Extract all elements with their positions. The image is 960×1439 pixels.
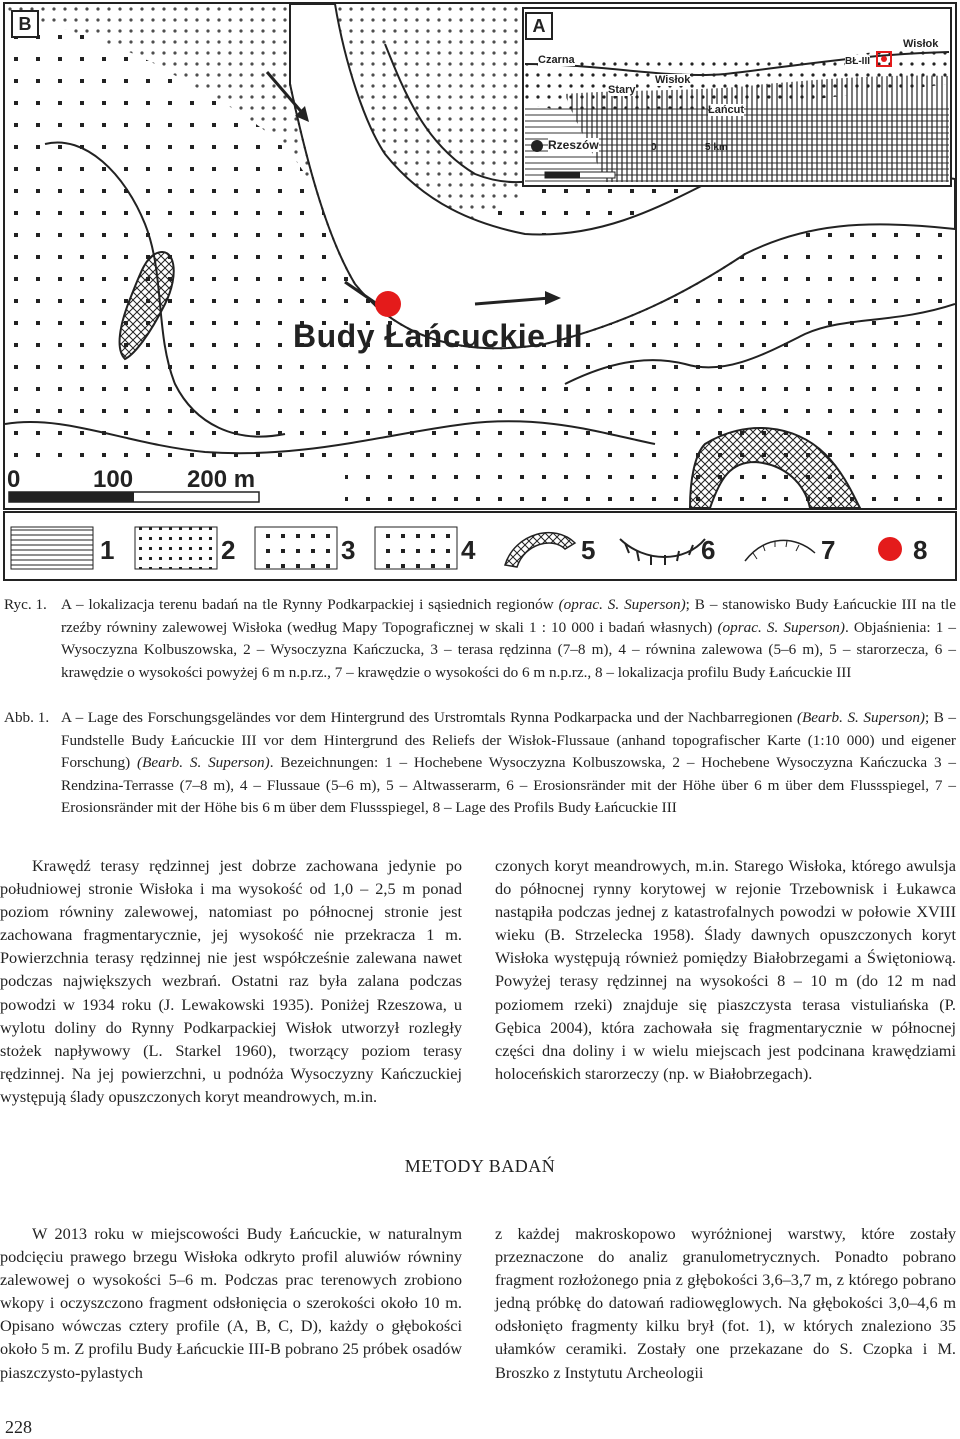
site-label: Budy Łańcuckie III	[293, 318, 583, 354]
section-heading: METODY BADAŃ	[404, 1156, 556, 1176]
page-number: 228	[5, 1417, 32, 1437]
site-marker	[375, 291, 401, 317]
caption-german-label: Abb. 1.	[4, 709, 50, 726]
legend-label-6: 6	[701, 535, 716, 565]
caption-polish	[4, 594, 956, 684]
caption-german-credit1: (Bearb. S. Superson)	[796, 709, 925, 726]
legend-label-5: 5	[581, 535, 596, 565]
caption-german-part1: A – Lage des Forschungsgeländes vor dem Hintergrund des Urstromtals Rynna Podkarpacka und der Nachbarregionen	[61, 709, 797, 726]
panel-a-label: A	[525, 12, 553, 40]
caption-polish-part1: A – lokalizacja terenu badań na tle Rynny Podkarpackiej i sąsiednich regionów	[61, 596, 559, 613]
body-column-left-2	[0, 1222, 462, 1384]
legend-symbols	[5, 513, 955, 579]
inset-place-rzeszow: Rzeszów	[548, 138, 599, 152]
map-legend	[3, 511, 957, 581]
caption-polish-part2: ; B – stanowisko Budy Łańcuckie III na tle rzeźby równiny zalewowej Wisłoka (według Mapy Topograficznej w skali 1 : 10 000 i badań własnych)	[61, 596, 956, 636]
caption-german-credit2: (Bearb. S. Superson)	[137, 754, 270, 772]
inset-site-code: BŁ-III	[845, 56, 870, 67]
inset-place-czarna: Czarna	[538, 54, 575, 66]
legend-label-2: 2	[221, 535, 236, 565]
body-column-left-1	[0, 854, 462, 1108]
body-paragraph-2: czonych koryt meandrowych, m.in. Starego Wisłoka, którego awulsja do północnej rynny korytowej w rejonie Trzebownisk i Łukawca nastąpiła podczas jednej z katastrofalnych powodzi w połowie XVIII wieku (B. Strzelecka 1958). Ślady dawnych opuszczonych koryt Wisłoka występują również pomiędzy Białobrzegami a Świętoniową. Powyżej terasy rędzinnej na wysokości 8 – 10 m (do 12 m nad poziomem rzeki) znajduje się piaszczysta terasa vistuliańska (P. Gębica 2004), która zachowała się fragmentarycznie w północnej części dna doliny i w wielu miejscach jest podcinana krawędziami holoceńskich starorzeczy (np. w Białobrzegach).	[495, 856, 956, 1083]
panel-b-label: B	[11, 10, 39, 38]
scale-end: 200 m	[187, 466, 256, 493]
scale-zero: 0	[7, 466, 21, 493]
caption-polish-credit2: (oprac. S. Superson)	[717, 618, 845, 636]
scale-mid: 100	[93, 466, 134, 493]
caption-german-text	[61, 707, 956, 820]
legend-site-marker	[878, 537, 902, 561]
inset-scale-end: 5 km	[705, 142, 728, 153]
body-paragraph-1: Krawędź terasy rędzinnej jest dobrze zachowana jedynie po południowej stronie Wisłoka i ma wysokość od 1,0 – 2,5 m ponad poziom równiny zalewowej, natomiast po północnej stronie jest zachowana fragmentarycznie, jej wysokość nie przekracza 1 m. Powierzchnia terasy rędzinnej nie jest współcześnie zalewana nawet podczas największych wezbrań. Ostatni raz była zalana podczas powodzi w 1934 roku (J. Lewakowski 1935). Poniżej Rzeszowa, u wylotu doliny do Rynny Podkarpackiej Wisłok utworzył rozległy stożek napływowy (L. Starkel 1960), tworzący poziom terasy rędzinnej. Na jej powierzchni, u podnóża Wysoczyzny Kańczuckiej występują ślady opuszczonych koryt meandrowych, m.in.	[0, 856, 462, 1106]
body-paragraph-3: W 2013 roku w miejscowości Budy Łańcuckie, w naturalnym podcięciu prawego brzegu Wisłoka odkryto profil aluwiów równiny zalewowej o wysokości 5–6 m. Podczas prac terenowych zrobiono wkopy i oczyszczono fragment odsłonięcia o szerokości około 10 m. Opisano wówczas cztery profile (A, B, C, D), każdy o głębokości około 5 m. Z profilu Budy Łańcuckie III-B pobrano 25 próbek osadów piaszczysto-pylastych	[0, 1224, 462, 1382]
legend-label-3: 3	[341, 535, 356, 565]
caption-polish-part3: . Objaśnienia: 1 – Wysoczyzna Kolbuszowska, 2 – Wysoczyzna Kańczucka, 3 – terasa rędzinna (7–8 m), 4 – równina zalewowa (5–6 m), 5 – starorzecza, 6 – krawędzie o wysokości powyżej 6 m n.p.rz., 7 – krawędzie o wysokości do 6 m n.p.rz., 8 – lokalizacja profilu Budy Łańcuckie III	[61, 618, 957, 681]
legend-label-7: 7	[821, 535, 836, 565]
inset-map	[523, 8, 951, 186]
inset-place-stary: Stary	[608, 84, 636, 96]
inset-scale-zero: 0	[651, 142, 657, 153]
body-paragraph-4: z każdej makroskopowo wyróżnionej warstwy, które zostały przeznaczone do analiz granulometrycznych. Ponadto pobrano fragment rozłożonego pnia z głębokości 3,6–3,7 m, z którego pobrano jedną próbkę do datowań radiowęglowych. Na głębokości 3,0–4,6 m odsłonięto fragmenty kilku brył (fot. 1), w których znaleziono 35 ułamków ceramiki. Zostały one przekazane do S. Czopka i M. Broszko z Instytutu Archeologii	[495, 1224, 956, 1382]
inset-place-wislok: Wisłok	[655, 74, 691, 86]
legend-label-8: 8	[913, 535, 928, 565]
caption-german-part3: . Bezeichnungen: 1 – Hochebene Wysoczyzna Kolbuszowska, 2 – Hochebene Wysoczyzna Kańczucka 3 – Rendzina-Terrasse (7–8 m), 4 – Flussaue (5–6 m), 5 – Altwasserarm, 6 – Erosionsränder mit der Höhe über 6 m über dem Flussspiegel, 7 – Erosionsränder mit der Höhe bis 6 m über dem Flussspiegel, 8 – Lage des Profils Budy Łańcuckie III	[61, 754, 956, 817]
caption-german-part2: ; B – Fundstelle Budy Łańcuckie III vor dem Hintergrund des Reliefs der Wisłok-Flussaue (anhand topografischer Karte (1:10 000) und eigener Forschung)	[61, 709, 956, 772]
caption-german	[4, 707, 956, 820]
caption-polish-credit1: (oprac. S. Superson)	[558, 596, 686, 613]
legend-label-4: 4	[461, 535, 476, 565]
inset-place-wislok-2: Wisłok	[903, 38, 939, 50]
map-drawing	[5, 4, 955, 508]
relief-map	[3, 2, 957, 510]
body-column-right-2	[495, 1222, 956, 1384]
figure-1	[3, 2, 957, 580]
caption-polish-label: Ryc. 1.	[4, 596, 47, 613]
body-column-right-1	[495, 854, 956, 1085]
legend-label-1: 1	[100, 535, 115, 565]
inset-place-lancut: Łańcut	[708, 104, 745, 116]
caption-polish-text	[61, 594, 956, 684]
